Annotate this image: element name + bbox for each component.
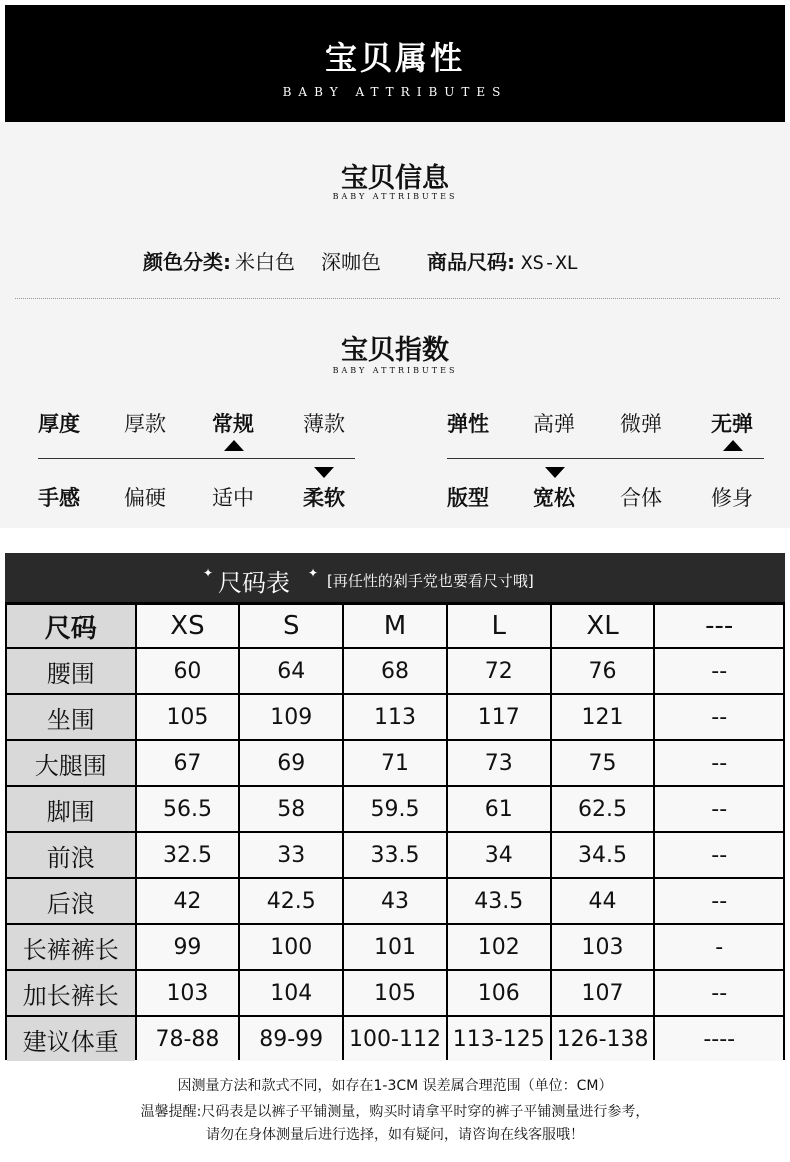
fit-option-3: 修身 [711,486,753,510]
table-cell: 43.5 [448,879,550,923]
table-cell: 59.5 [344,787,446,831]
fit-label: 版型 [447,486,489,510]
thickness-option-1: 厚款 [124,412,166,436]
row-label-cell: 前浪 [7,833,135,877]
table-cell: 76 [552,649,654,693]
color-label: 颜色分类: [143,250,231,274]
table-cell: 75 [552,741,654,785]
table-cell: 34 [448,833,550,877]
header-title: 宝贝属性 [324,39,465,77]
feel-selected-marker [314,467,334,478]
size-table-title: 尺码表 [218,569,290,597]
size-table-banner [5,553,785,602]
table-cell: 103 [137,971,239,1015]
color-value-1: 米白色 [235,250,295,274]
thickness-option-3: 薄款 [303,412,345,436]
thickness-label: 厚度 [38,412,80,436]
table-row [7,971,783,1015]
table-cell: 71 [344,741,446,785]
row-label-cell: 腰围 [7,649,135,693]
row-label-cell: 大腿围 [7,741,135,785]
footer-note-3: 请勿在身体测量后进行选择，如有疑问，请咨询在线客服哦！ [206,1127,584,1143]
table-row [7,925,783,969]
thickness-option-2: 常规 [212,412,254,436]
table-cell: -- [655,879,783,923]
footer-note-1: 因测量方法和款式不同，如存在1-3CM 误差属合理范围（单位：CM） [177,1078,613,1094]
table-cell: 60 [137,649,239,693]
index-title: 宝贝指数 [341,335,449,366]
color-value-2: 深咖色 [321,250,381,274]
table-cell: 106 [448,971,550,1015]
elasticity-divider [447,458,764,459]
table-cell: -- [655,741,783,785]
table-cell: 113 [344,695,446,739]
table-cell: 113-125 [448,1017,550,1061]
table-cell: 121 [552,695,654,739]
table-cell: 104 [240,971,342,1015]
table-cell: 58 [240,787,342,831]
table-cell: 101 [344,925,446,969]
feel-label: 手感 [38,486,80,510]
dotted-divider [15,298,780,299]
table-cell: 42.5 [240,879,342,923]
size-label: 商品尺码: [427,250,515,274]
info-row [143,246,578,275]
info-subtitle: BABY ATTRIBUTES [332,192,458,201]
table-cell: 67 [137,741,239,785]
table-row [7,695,783,739]
thickness-selected-marker [224,440,244,451]
thickness-divider [38,458,355,459]
table-cell: -- [655,833,783,877]
table-cell: XL [552,605,654,647]
table-cell: - [655,925,783,969]
table-cell: 103 [552,925,654,969]
size-value: XS-XL [521,252,579,274]
attributes-header [5,5,785,122]
table-cell: 117 [448,695,550,739]
elasticity-selected-marker [723,440,743,451]
table-row [7,879,783,923]
table-cell: XS [137,605,239,647]
table-cell: M [344,605,446,647]
table-cell: 56.5 [137,787,239,831]
table-cell: -- [655,649,783,693]
table-cell: ---- [655,1017,783,1061]
elasticity-option-3: 无弹 [711,412,753,436]
feel-option-2: 适中 [212,486,254,510]
row-label-cell: 后浪 [7,879,135,923]
table-cell: 61 [448,787,550,831]
info-title: 宝贝信息 [341,163,449,194]
row-label-cell: 建议体重 [7,1017,135,1061]
fit-option-1: 宽松 [533,486,575,510]
table-cell: 64 [240,649,342,693]
table-row [7,649,783,693]
elasticity-option-1: 高弹 [533,412,575,436]
sparkle-icon: ✦ [308,566,319,580]
table-cell: 105 [137,695,239,739]
row-label-cell: 长裤裤长 [7,925,135,969]
table-header-row [7,605,783,647]
sparkle-icon: ✦ [203,566,214,580]
elasticity-label: 弹性 [447,412,489,436]
size-table-note: [再任性的剁手党也要看尺寸哦] [327,572,534,590]
table-cell: 78-88 [137,1017,239,1061]
table-cell: 105 [344,971,446,1015]
table-cell: -- [655,971,783,1015]
table-cell: 43 [344,879,446,923]
table-cell: 89-99 [240,1017,342,1061]
table-cell: L [448,605,550,647]
fit-option-2: 合体 [620,486,662,510]
table-cell: -- [655,695,783,739]
row-label-cell: 脚围 [7,787,135,831]
table-row [7,1017,783,1061]
table-cell: 34.5 [552,833,654,877]
table-row [7,741,783,785]
table-cell: 100-112 [344,1017,446,1061]
row-label-cell: 加长裤长 [7,971,135,1015]
footer-note-2: 温馨提醒:尺码表是以裤子平铺测量，购买时请拿平时穿的裤子平铺测量进行参考， [140,1104,650,1120]
table-cell: 32.5 [137,833,239,877]
fit-selected-marker [545,467,565,478]
feel-option-3: 柔软 [303,486,345,510]
elasticity-option-2: 微弹 [620,412,662,436]
table-cell: 100 [240,925,342,969]
index-subtitle: BABY ATTRIBUTES [332,366,458,375]
row-label-cell: 坐围 [7,695,135,739]
table-cell: 42 [137,879,239,923]
table-cell: 102 [448,925,550,969]
table-cell: 109 [240,695,342,739]
table-row [7,787,783,831]
table-cell: 73 [448,741,550,785]
table-cell: 126-138 [552,1017,654,1061]
table-cell: 69 [240,741,342,785]
table-cell: -- [655,787,783,831]
header-subtitle: BABY ATTRIBUTES [282,85,508,99]
table-cell: 107 [552,971,654,1015]
table-cell: 44 [552,879,654,923]
size-grid [5,603,785,1063]
size-table [5,553,785,1060]
table-cell: 68 [344,649,446,693]
feel-option-1: 偏硬 [124,486,166,510]
table-cell: S [240,605,342,647]
table-cell: 33 [240,833,342,877]
table-cell: 72 [448,649,550,693]
table-cell: 33.5 [344,833,446,877]
table-cell: --- [655,605,783,647]
table-cell: 62.5 [552,787,654,831]
row-label-cell: 尺码 [7,605,135,647]
table-cell: 99 [137,925,239,969]
table-row [7,833,783,877]
